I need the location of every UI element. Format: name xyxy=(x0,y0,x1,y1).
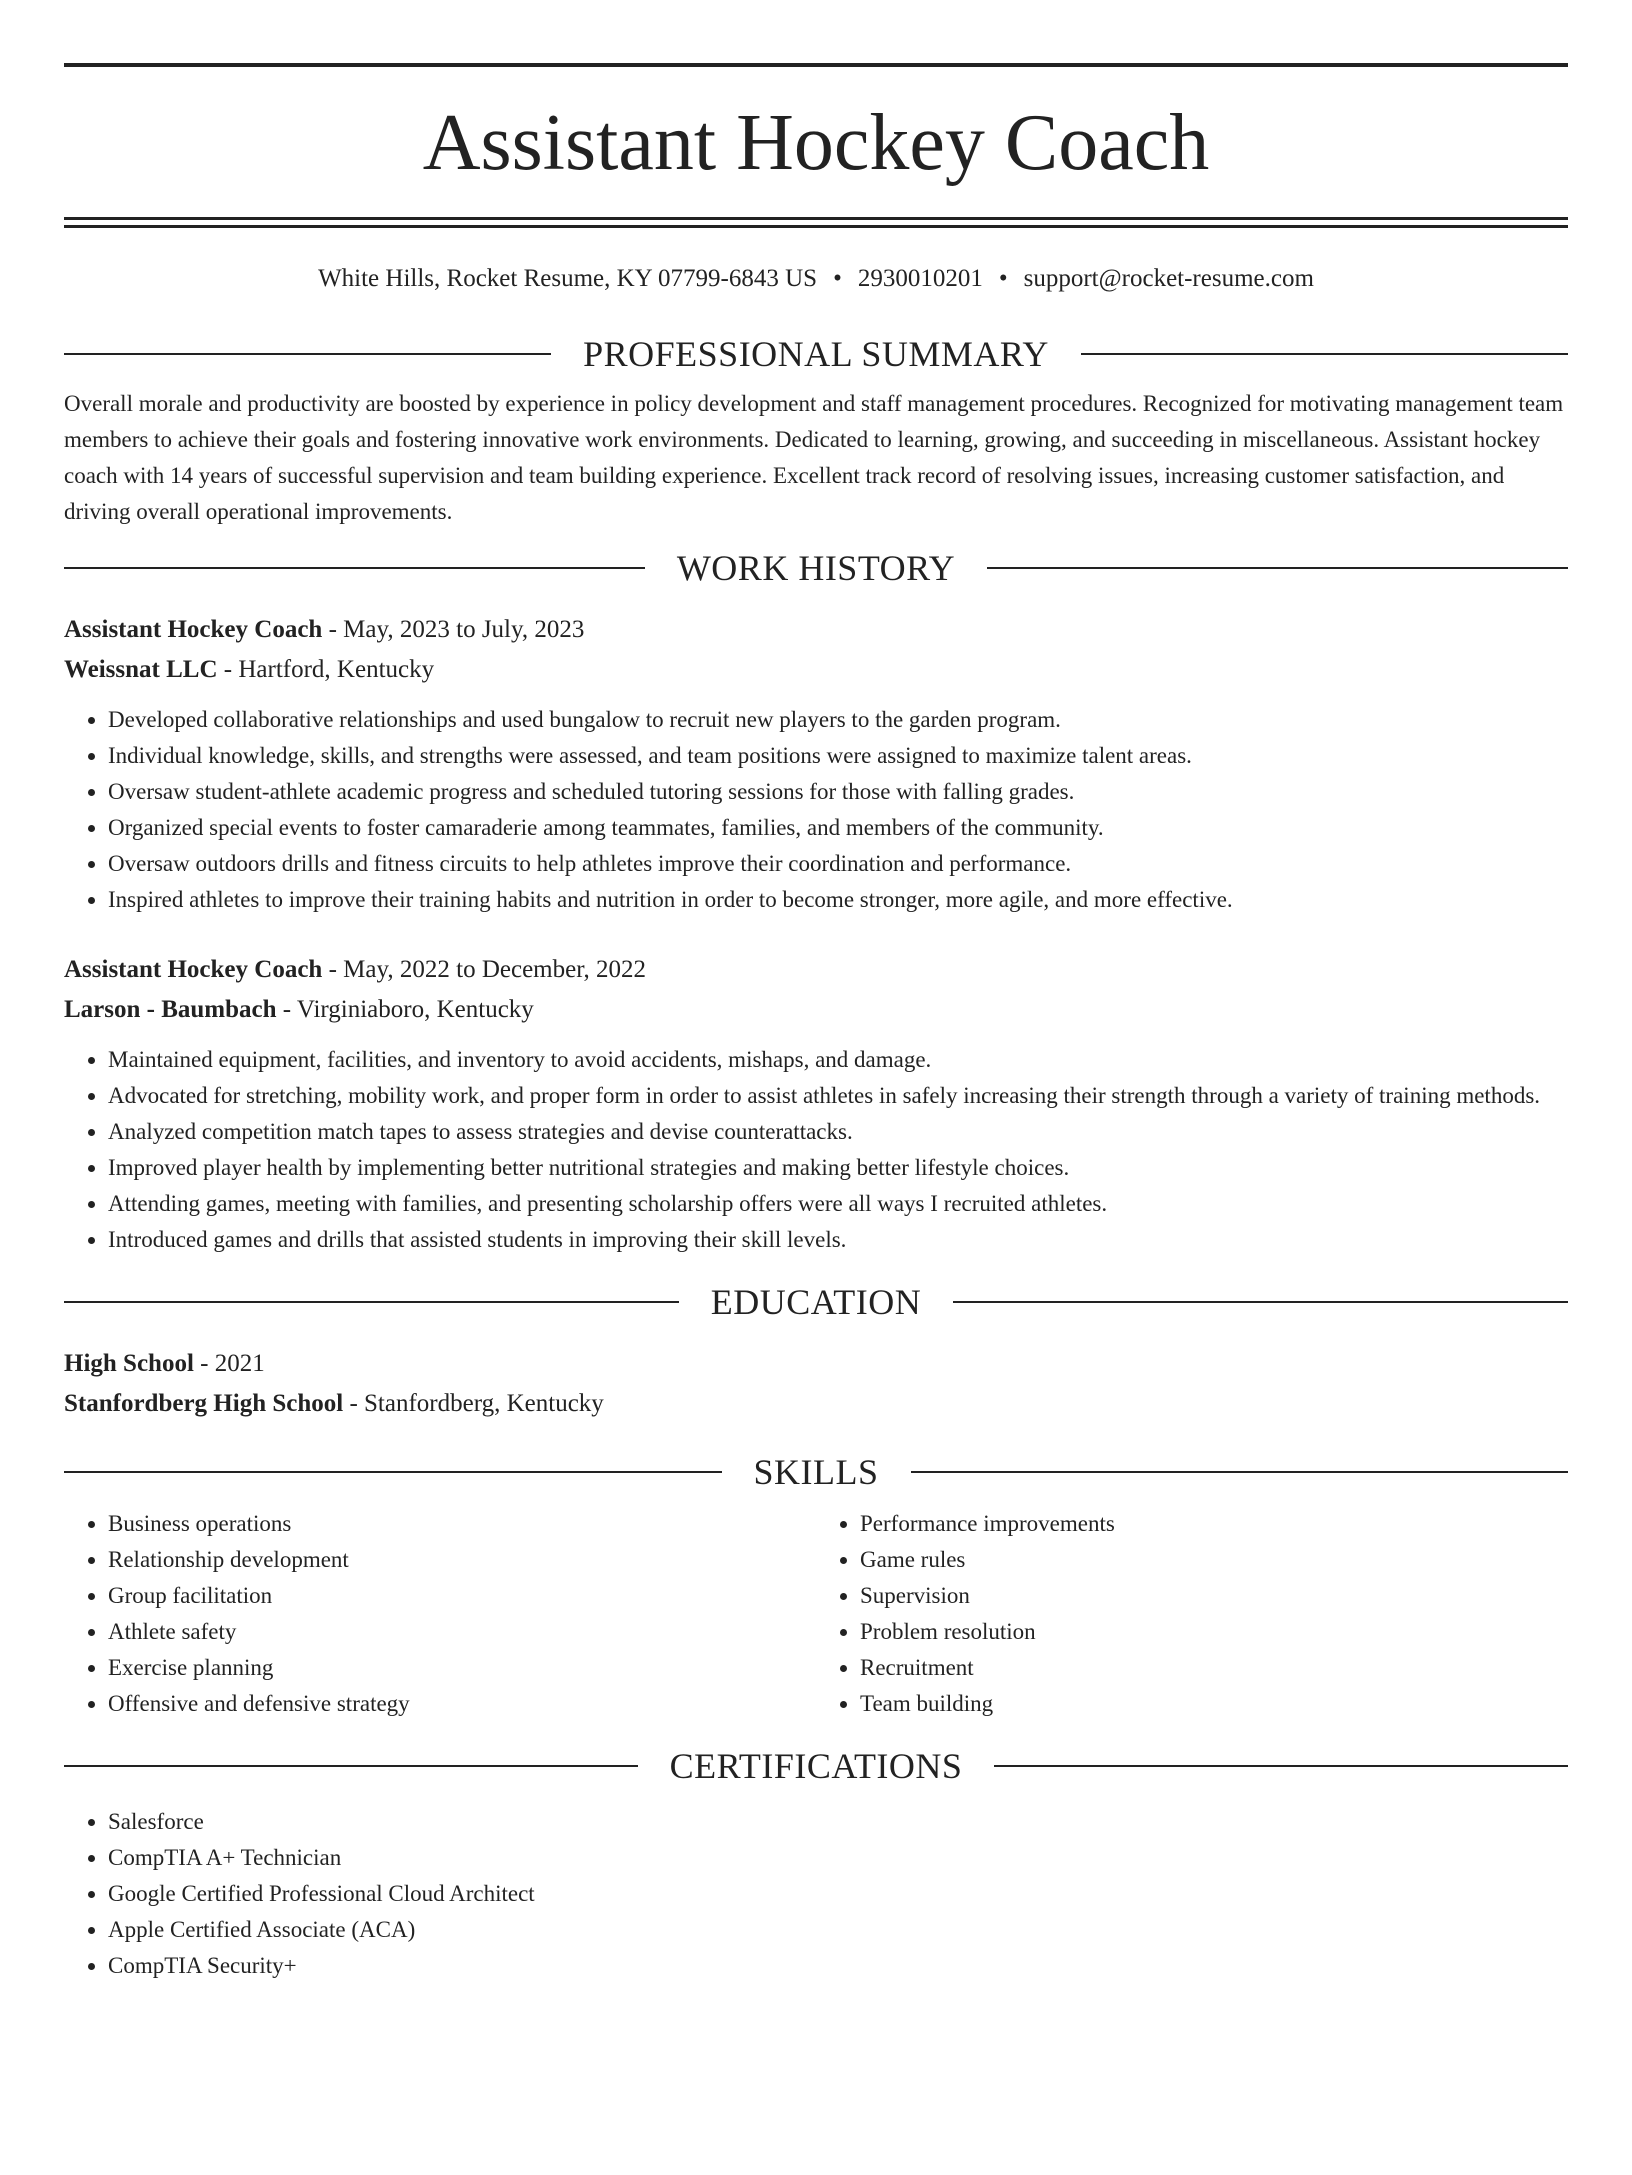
contact-email[interactable]: support@rocket-resume.com xyxy=(1023,265,1314,292)
skills-columns xyxy=(64,1506,1568,1722)
degree: High School xyxy=(64,1350,194,1377)
heading-rule xyxy=(994,1765,1568,1767)
list-item: • Supervision xyxy=(860,1578,1568,1614)
heading-rule xyxy=(64,567,645,569)
certifications-heading xyxy=(64,1744,1568,1788)
heading-rule xyxy=(1081,353,1568,355)
list-item: • Inspired athletes to improve their training habits and nutrition in order to become stronger, more agile, and more effective. xyxy=(108,882,1568,918)
job-title-line xyxy=(64,610,1568,650)
list-item: • CompTIA Security+ xyxy=(108,1948,1568,1984)
degree-line xyxy=(64,1344,1568,1384)
job-bullets xyxy=(64,1042,1568,1258)
job-company-line xyxy=(64,650,1568,690)
summary-text: Overall morale and productivity are boosted by experience in policy development and staff management procedures. Recognized for motivating management team members to achieve their goals and fostering innovative work environments. Dedicated to learning, growing, and succeeding in miscellaneous. Assistant hockey coach with 14 years of successful supervision and team building experience. Excellent track record of resolving issues, increasing customer satisfaction, and driving overall operational improvements. xyxy=(64,391,1564,524)
job-entry xyxy=(64,950,1568,1258)
contact-separator: • xyxy=(833,265,842,292)
contact-line xyxy=(64,262,1568,296)
double-rule xyxy=(64,217,1568,228)
list-item: • Attending games, meeting with families, and presenting scholarship offers were all ways I recruited athletes. xyxy=(108,1186,1568,1222)
list-item: • Improved player health by implementing better nutritional strategies and making better lifestyle choices. xyxy=(108,1150,1568,1186)
job-location: - Virginiaboro, Kentucky xyxy=(276,996,534,1023)
heading-rule xyxy=(64,353,551,355)
job-location: - Hartford, Kentucky xyxy=(217,656,435,683)
list-item: • Introduced games and drills that assisted students in improving their skill levels. xyxy=(108,1222,1568,1258)
heading-rule xyxy=(64,1301,679,1303)
list-item: • Individual knowledge, skills, and strengths were assessed, and team positions were assigned to maximize talent areas. xyxy=(108,738,1568,774)
resume-page xyxy=(0,63,1632,2175)
list-item: • Salesforce xyxy=(108,1804,1568,1840)
list-item: • Offensive and defensive strategy xyxy=(108,1686,816,1722)
summary-heading xyxy=(64,332,1568,376)
section-title: PROFESSIONAL SUMMARY xyxy=(583,334,1049,374)
skills-heading xyxy=(64,1450,1568,1494)
list-item: • Recruitment xyxy=(860,1650,1568,1686)
section-title: CERTIFICATIONS xyxy=(669,1746,963,1786)
list-item: • Advocated for stretching, mobility work, and proper form in order to assist athletes in safely increasing their strength through a variety of training methods. xyxy=(108,1078,1568,1114)
school-location: - Stanfordberg, Kentucky xyxy=(343,1390,604,1417)
list-item: • Team building xyxy=(860,1686,1568,1722)
list-item: • Organized special events to foster camaraderie among teammates, families, and members of the community. xyxy=(108,810,1568,846)
heading-rule xyxy=(911,1471,1569,1473)
skills-list-left xyxy=(64,1506,816,1722)
list-item: • Google Certified Professional Cloud Architect xyxy=(108,1876,1568,1912)
list-item: • Business operations xyxy=(108,1506,816,1542)
list-item: • Group facilitation xyxy=(108,1578,816,1614)
list-item: • Athlete safety xyxy=(108,1614,816,1650)
job-role: Assistant Hockey Coach xyxy=(64,956,323,983)
heading-rule xyxy=(953,1301,1568,1303)
list-item: • CompTIA A+ Technician xyxy=(108,1840,1568,1876)
certifications-list xyxy=(64,1804,1568,1984)
skills-list-right xyxy=(816,1506,1568,1722)
list-item: • Oversaw student-athlete academic progress and scheduled tutoring sessions for those with falling grades. xyxy=(108,774,1568,810)
work-history-heading xyxy=(64,546,1568,590)
job-company-line xyxy=(64,990,1568,1030)
list-item: • Performance improvements xyxy=(860,1506,1568,1542)
list-item: • Maintained equipment, facilities, and inventory to avoid accidents, mishaps, and damage. xyxy=(108,1042,1568,1078)
contact-phone: 2930010201 xyxy=(857,265,983,292)
job-role: Assistant Hockey Coach xyxy=(64,616,323,643)
education-heading xyxy=(64,1280,1568,1324)
top-rule xyxy=(64,63,1568,67)
job-dates: - May, 2023 to July, 2023 xyxy=(322,616,585,643)
job-bullets xyxy=(64,702,1568,918)
list-item: • Problem resolution xyxy=(860,1614,1568,1650)
school-name: Stanfordberg High School xyxy=(64,1390,344,1417)
education-entry xyxy=(64,1344,1568,1424)
heading-rule xyxy=(64,1765,638,1767)
job-company: Weissnat LLC xyxy=(64,656,218,683)
heading-rule xyxy=(987,567,1568,569)
job-company: Larson - Baumbach xyxy=(64,996,277,1023)
section-title: EDUCATION xyxy=(710,1282,922,1322)
resume-name: Assistant Hockey Coach xyxy=(422,99,1210,187)
school-line xyxy=(64,1384,1568,1424)
list-item: • Game rules xyxy=(860,1542,1568,1578)
job-dates: - May, 2022 to December, 2022 xyxy=(322,956,647,983)
section-title: WORK HISTORY xyxy=(676,548,956,588)
heading-rule xyxy=(64,1471,722,1473)
list-item: • Oversaw outdoors drills and fitness circuits to help athletes improve their coordination and performance. xyxy=(108,846,1568,882)
list-item: • Relationship development xyxy=(108,1542,816,1578)
list-item: • Analyzed competition match tapes to assess strategies and devise counterattacks. xyxy=(108,1114,1568,1150)
contact-address: White Hills, Rocket Resume, KY 07799-6843 US xyxy=(318,265,818,292)
contact-separator: • xyxy=(998,265,1008,292)
graduation-year: - 2021 xyxy=(193,1350,265,1377)
list-item: • Apple Certified Associate (ACA) xyxy=(108,1912,1568,1948)
list-item: • Developed collaborative relationships and used bungalow to recruit new players to the garden program. xyxy=(108,702,1568,738)
section-title: SKILLS xyxy=(753,1452,879,1492)
list-item: • Exercise planning xyxy=(108,1650,816,1686)
job-title-line xyxy=(64,950,1568,990)
job-entry xyxy=(64,610,1568,918)
